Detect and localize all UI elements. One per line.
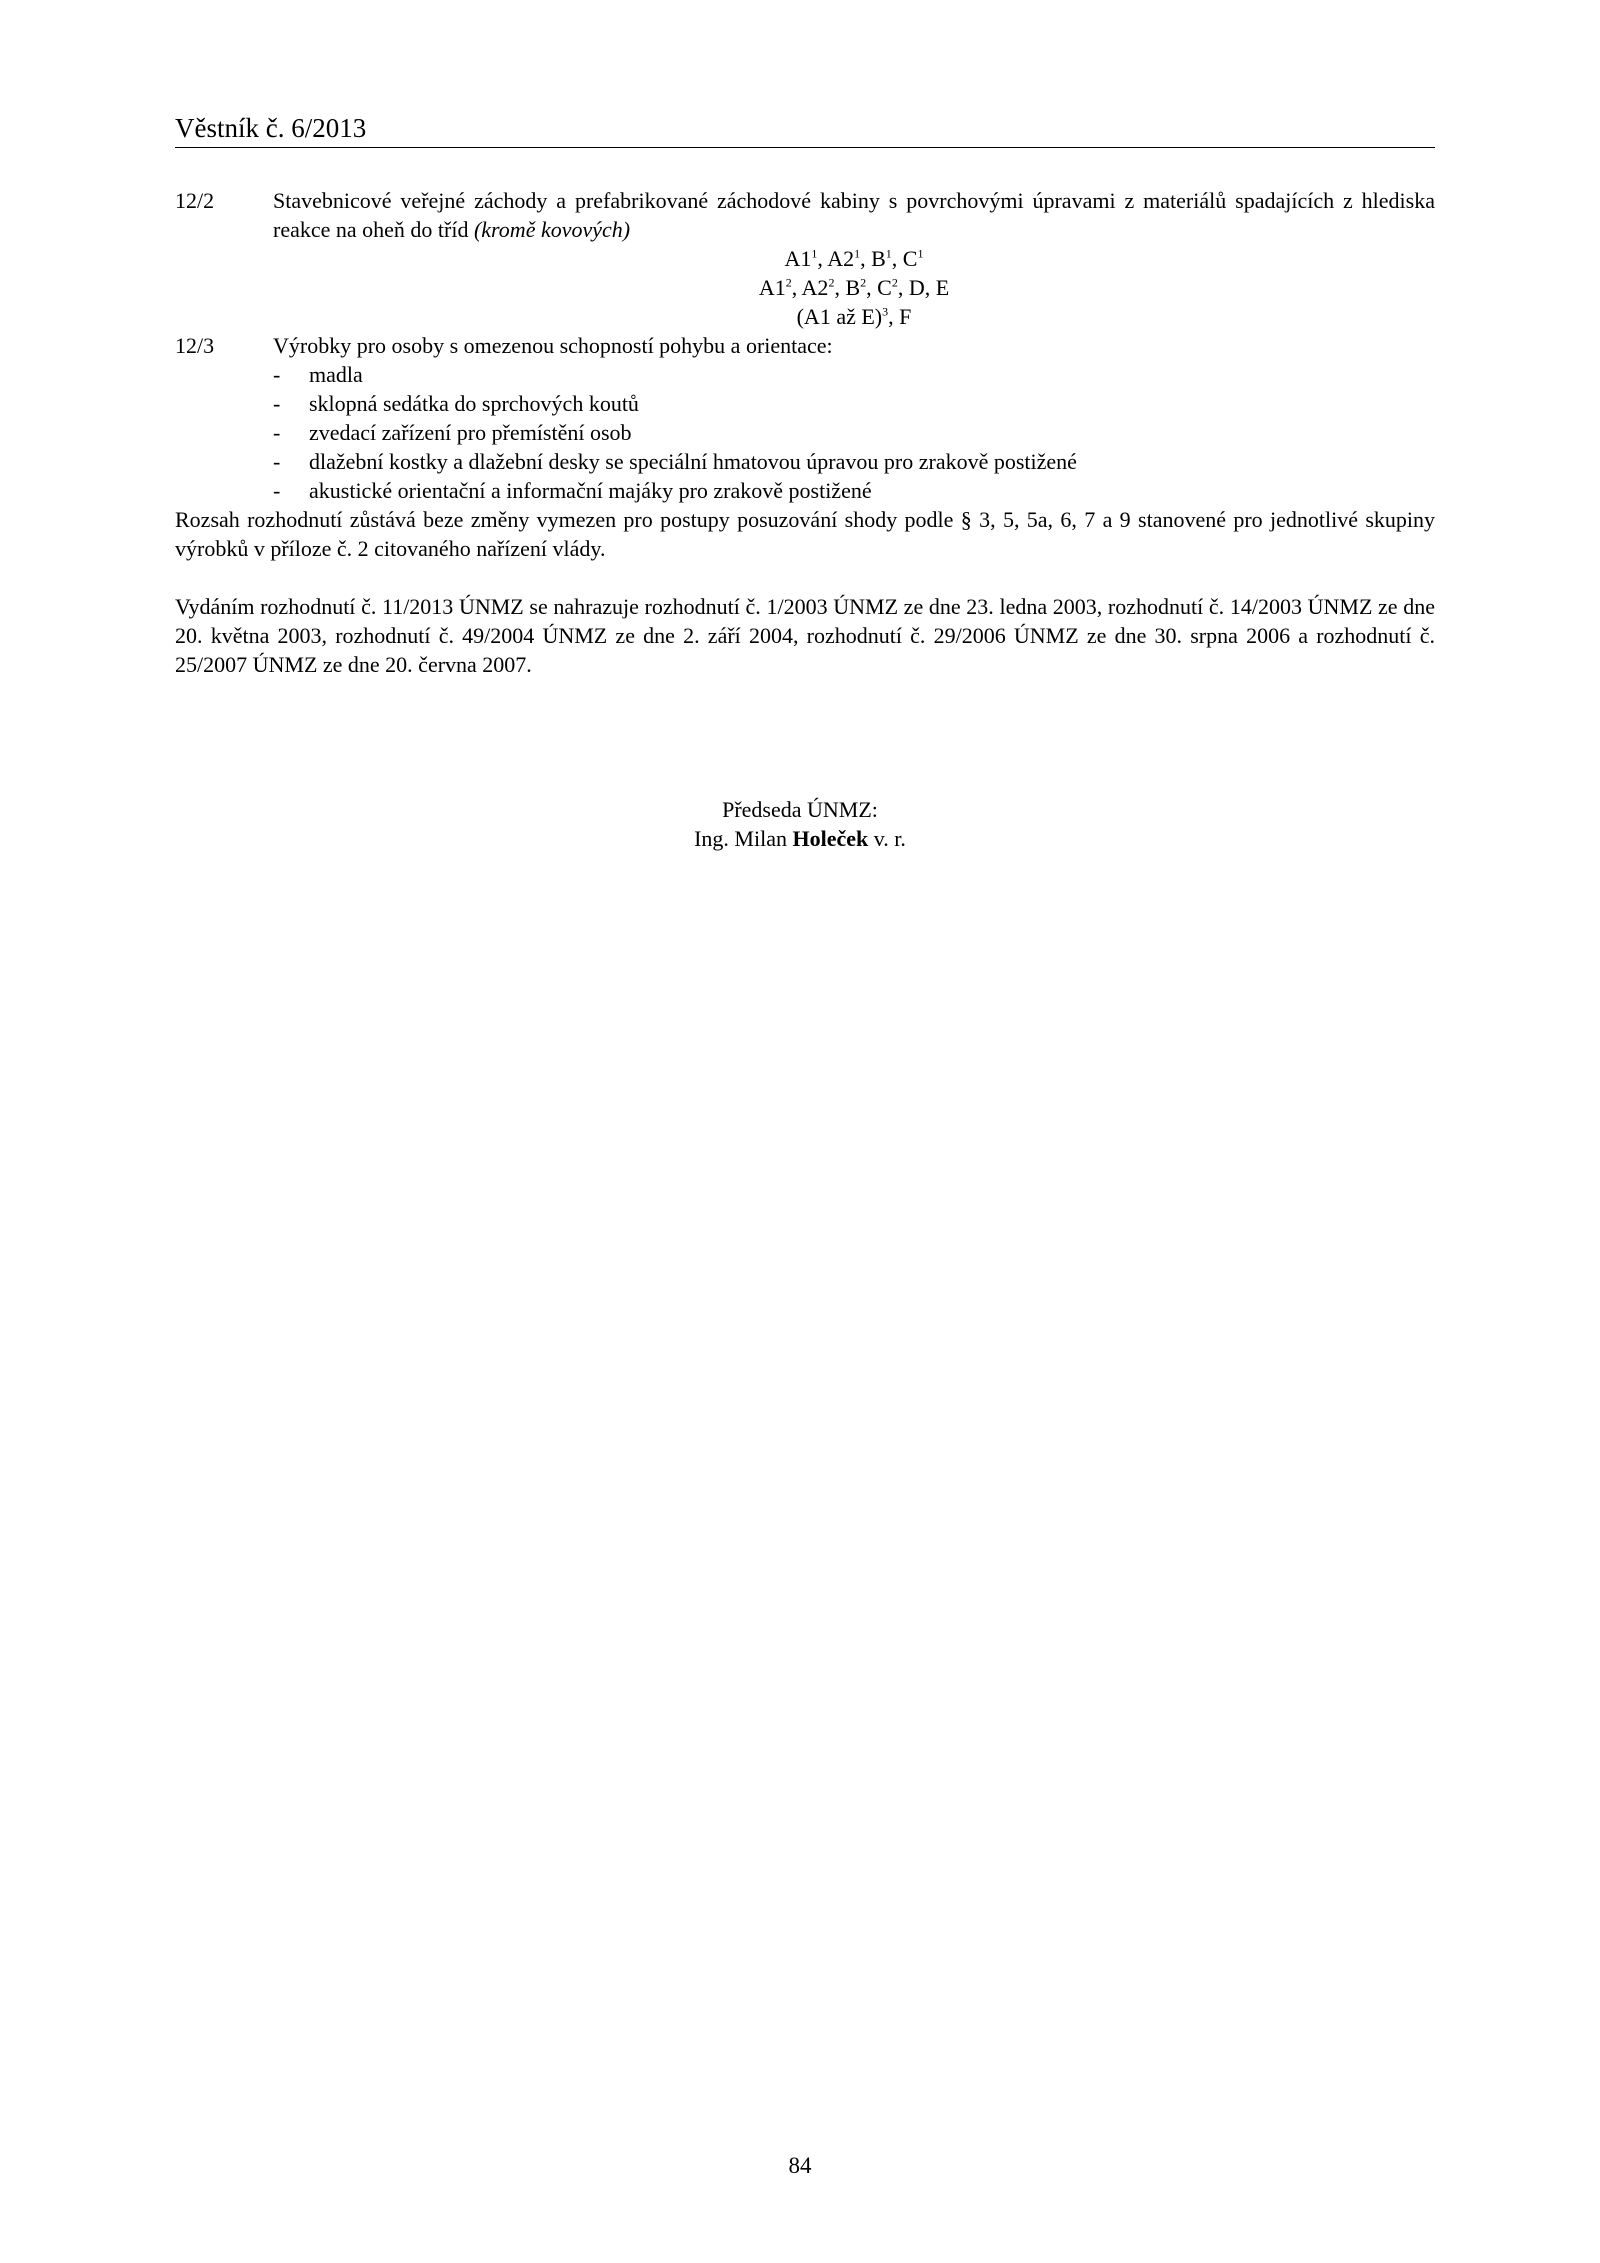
bullet-dash: - <box>273 391 281 416</box>
bullet-dash: - <box>273 449 281 474</box>
list-item: - akustické orientační a informační majáky pro zrakově postižené <box>273 478 872 503</box>
item-description <box>273 186 1435 244</box>
bullet-dash: - <box>273 420 281 445</box>
fire-class-line: (A1 až E)$^3$, F <box>796 304 912 329</box>
header-divider <box>175 147 1435 148</box>
list-item: - sklopná sedátka do sprchových koutů <box>273 391 639 416</box>
item-number: 12/2 <box>175 188 215 213</box>
replacement-paragraph: Vydáním rozhodnutí č. 11/2013 ÚNMZ se nahrazuje rozhodnutí č. 1/2003 ÚNMZ ze dne 23. ledna 2003, rozhodnutí č. 14/2003 ÚNMZ ze dne 20. května 2003, rozhodnutí č. 49/2004 ÚNMZ ze dne 2. září 2004, rozhodnutí č. 29/2006 ÚNMZ ze dne 30. srpna 2006 a rozhodnutí č. 25/2007 ÚNMZ ze dne 20. června 2007. <box>175 594 1435 677</box>
list-item: - madla <box>273 362 363 387</box>
item-description-text: Stavebnicové veřejné záchody a prefabrikované záchodové kabiny s povrchovými úpravami z materiálů spadajících z hlediska reakce na oheň do tříd <box>273 188 1435 242</box>
signature-surname: Holeček <box>792 826 869 851</box>
signature-name: Ing. Milan Holeček v. r. <box>694 826 906 851</box>
scope-paragraph: Rozsah rozhodnutí zůstává beze změny vymezen pro postupy posuzování shody podle § 3, 5, 5a, 6, 7 a 9 stanovené pro jednotlivé skupiny výrobků v příloze č. 2 citovaného nařízení vlády. <box>175 507 1435 561</box>
item-bullet-list <box>273 360 1435 505</box>
paragraph-spacer <box>175 563 1435 592</box>
item-12-3 <box>175 331 1435 505</box>
page-number: 84 <box>788 2153 812 2178</box>
item-description: Výrobky pro osoby s omezenou schopností pohybu a orientace: <box>273 333 833 358</box>
fire-class-line: $A1^2$, $A2^2$, $B^2$, $C^2$, D, E <box>758 275 950 300</box>
item-description-italic: (kromě kovových) <box>473 217 631 242</box>
item-12-2 <box>175 186 1435 331</box>
list-item: - dlažební kostky a dlažební desky se speciální hmatovou úpravou pro zrakově postižené <box>273 449 1077 474</box>
bullet-dash: - <box>273 478 281 503</box>
page-content <box>175 186 1435 679</box>
signature-role: Předseda ÚNMZ: <box>722 797 878 822</box>
list-item: - zvedací zařízení pro přemístění osob <box>273 420 632 445</box>
fire-class-line: $A1^1$, $A2^1$, $B^1$, $C^1$ <box>784 246 924 271</box>
page-header-title: Věstník č. 6/2013 <box>175 113 367 143</box>
bullet-dash: - <box>273 362 281 387</box>
signature-block <box>0 795 1600 853</box>
item-number: 12/3 <box>175 333 215 358</box>
